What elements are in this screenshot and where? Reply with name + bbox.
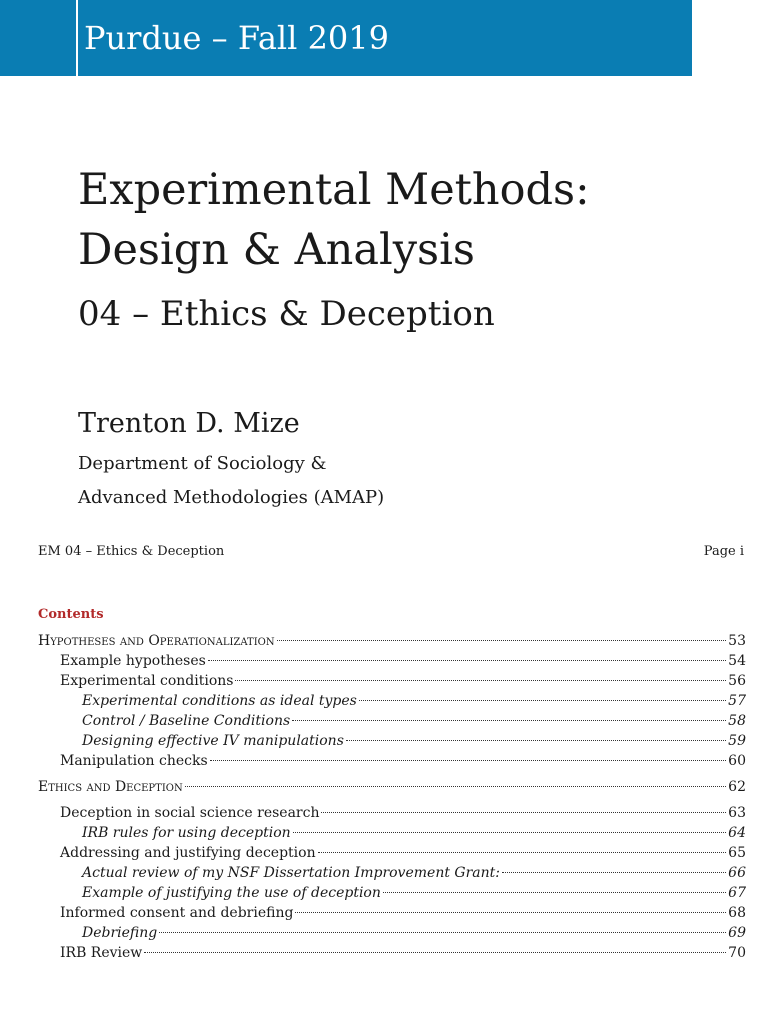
toc-entry-label: Ethics and Deception (38, 779, 183, 795)
toc-leader-dots (159, 932, 726, 933)
toc-entry[interactable] (38, 883, 746, 903)
toc-entry-page: 53 (728, 633, 746, 649)
toc-leader-dots (208, 660, 726, 661)
toc-entry-label: Example of justifying the use of deception (82, 885, 381, 901)
toc-entry[interactable] (38, 671, 746, 691)
toc-entry-page: 54 (728, 653, 746, 669)
toc-leader-dots (277, 640, 727, 641)
toc-entry-page: 63 (728, 805, 746, 821)
toc-entry-label: Addressing and justifying deception (60, 845, 316, 861)
toc-entry-label: Example hypotheses (60, 653, 206, 669)
author-name: Trenton D. Mize (78, 408, 300, 439)
toc-entry-label: Manipulation checks (60, 753, 208, 769)
toc-entry-label: Control / Baseline Conditions (82, 713, 291, 729)
toc-entry[interactable] (38, 631, 746, 651)
table-of-contents (38, 631, 746, 963)
toc-leader-dots (359, 700, 726, 701)
toc-entry-page: 60 (728, 753, 746, 769)
department-line-2: Advanced Methodologies (AMAP) (78, 487, 385, 508)
toc-leader-dots (185, 786, 726, 787)
toc-entry[interactable] (38, 803, 746, 823)
department-line-1: Department of Sociology & (78, 453, 327, 474)
document-subtitle: 04 – Ethics & Deception (78, 294, 495, 334)
toc-leader-dots (144, 952, 726, 953)
toc-leader-dots (318, 852, 727, 853)
toc-entry-page: 57 (728, 693, 746, 709)
toc-leader-dots (346, 740, 726, 741)
toc-entry-page: 65 (728, 845, 746, 861)
toc-leader-dots (210, 760, 727, 761)
toc-entry-label: Informed consent and debriefing (60, 905, 294, 921)
toc-entry-label: IRB rules for using deception (82, 825, 291, 841)
title-line-1: Experimental Methods: (78, 165, 590, 215)
header-banner (0, 0, 692, 76)
toc-leader-dots (235, 680, 726, 681)
toc-entry-page: 64 (728, 825, 746, 841)
toc-entry[interactable] (38, 777, 746, 797)
toc-entry[interactable] (38, 651, 746, 671)
toc-entry-page: 56 (728, 673, 746, 689)
toc-entry[interactable] (38, 691, 746, 711)
toc-entry-label: IRB Review (60, 945, 143, 961)
toc-leader-dots (292, 720, 726, 721)
toc-entry-label: Experimental conditions as ideal types (82, 693, 357, 709)
toc-entry-label: Debriefing (82, 925, 158, 941)
toc-entry[interactable] (38, 751, 746, 771)
toc-entry[interactable] (38, 923, 746, 943)
toc-entry-page: 69 (728, 925, 746, 941)
toc-leader-dots (321, 812, 726, 813)
toc-leader-dots (502, 872, 726, 873)
toc-entry[interactable] (38, 843, 746, 863)
toc-entry[interactable] (38, 903, 746, 923)
contents-heading: Contents (38, 607, 104, 622)
toc-entry-page: 59 (728, 733, 746, 749)
toc-leader-dots (293, 832, 727, 833)
toc-leader-dots (383, 892, 726, 893)
toc-entry-label: Deception in social science research (60, 805, 320, 821)
toc-entry-page: 67 (728, 885, 746, 901)
toc-entry-page: 66 (728, 865, 746, 881)
toc-entry-page: 70 (728, 945, 746, 961)
toc-entry-page: 68 (728, 905, 746, 921)
document-title (78, 160, 590, 280)
toc-entry[interactable] (38, 863, 746, 883)
banner-divider (76, 0, 78, 76)
title-line-2: Design & Analysis (78, 225, 475, 275)
toc-entry-label: Actual review of my NSF Dissertation Improvement Grant: (82, 865, 500, 881)
toc-entry-label: Experimental conditions (60, 673, 234, 689)
toc-leader-dots (295, 912, 726, 913)
banner-title: Purdue – Fall 2019 (84, 19, 389, 57)
toc-entry[interactable] (38, 711, 746, 731)
toc-entry-label: Designing effective IV manipulations (82, 733, 344, 749)
toc-entry[interactable] (38, 823, 746, 843)
toc-entry[interactable] (38, 731, 746, 751)
page-number: Page i (703, 544, 744, 559)
toc-entry-page: 58 (728, 713, 746, 729)
toc-entry-page: 62 (728, 779, 746, 795)
running-header: EM 04 – Ethics & Deception (38, 544, 225, 559)
toc-entry-label: Hypotheses and Operationalization (38, 633, 275, 649)
toc-entry[interactable] (38, 943, 746, 963)
